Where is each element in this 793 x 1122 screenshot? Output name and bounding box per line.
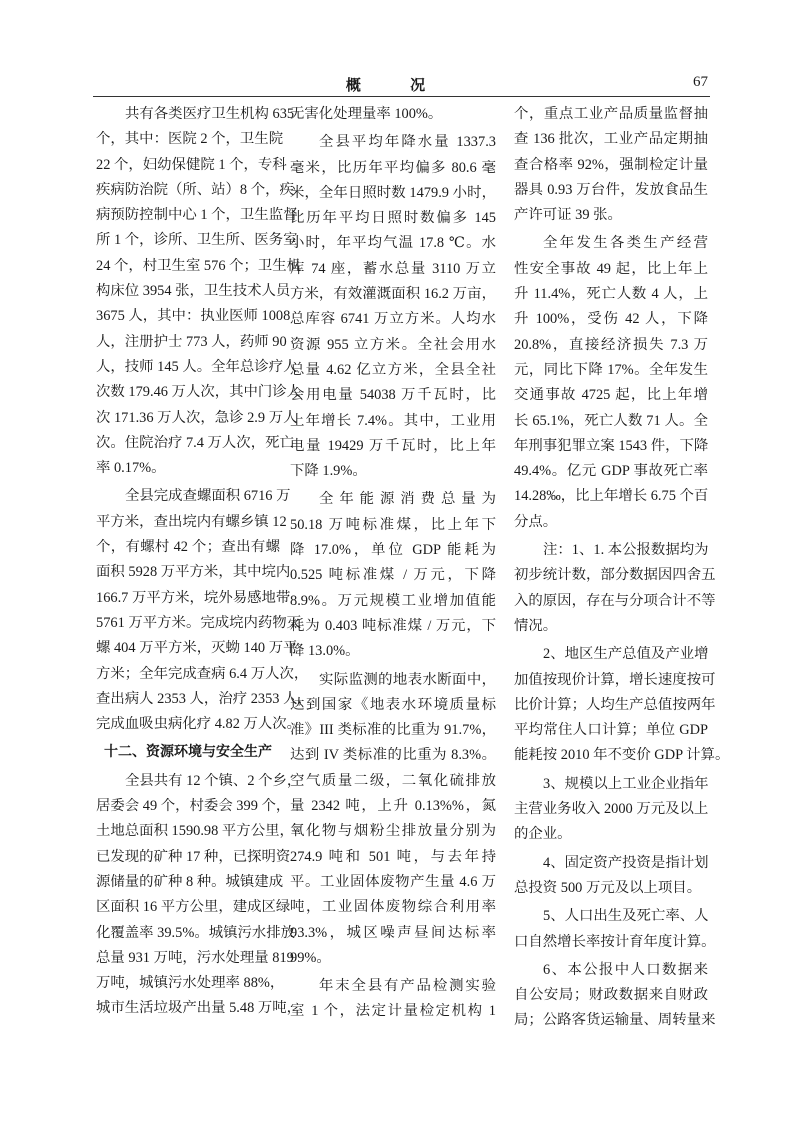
text-line: 6、本公报中人口数据来	[543, 961, 708, 978]
text-line: 源储量的矿种 8 种。城镇建成	[96, 873, 284, 890]
text-line: 共有各类医疗卫生机构 635	[125, 106, 295, 122]
paragraph	[96, 102, 302, 481]
paragraph	[514, 851, 708, 902]
text-line: 元，同比下降 17%。全年发生	[514, 361, 708, 378]
text-line: 个，重点工业产品质量监督抽	[514, 106, 708, 122]
text-line: 土地总面积 1590.98 平方公里，	[96, 823, 294, 840]
text-line: 平。工业固体废物产生量 4.6 万	[290, 873, 496, 890]
text-line: 无害化处理量率 100%。	[290, 106, 443, 122]
text-line: 上年增长 7.4%。其中，工业用	[290, 412, 496, 429]
paragraph	[514, 538, 716, 639]
text-line: 个，其中：医院 2 个，卫生院	[96, 131, 284, 148]
text-line: 能耗按 2010 年不变价 GDP 计算。	[514, 747, 730, 764]
header-rule	[93, 96, 710, 97]
text-line: 5761 万平方米。完成垸内药物灭	[96, 614, 302, 631]
text-line: 比价计算；人均生产总值按两年	[514, 696, 716, 713]
text-line: 口自然增长率按计育年度计算。	[514, 933, 716, 950]
text-line: 升 11.4%，死亡人数 4 人，上	[514, 286, 708, 303]
text-line: 人，注册护士 773 人，药师 90	[96, 333, 287, 350]
text-line: 总量 4.62 亿立方米，全县全社	[290, 361, 496, 378]
text-line: 8.9%。万元规模工业增加值能	[290, 592, 496, 609]
text-column-1	[96, 102, 312, 1022]
text-line: 降 17.0%，单位 GDP 能耗为	[290, 542, 496, 559]
text-line: 米，全年日照时数 1479.9 小时，	[290, 184, 496, 201]
text-line: 十二、资源环境与安全生产	[104, 744, 272, 761]
text-line: 注：1、1. 本公报数据均为	[543, 542, 709, 559]
text-line: 耗为 0.403 吨标准煤 / 万元，下	[290, 617, 496, 634]
text-line: 化覆盖率 39.5%。城镇污水排放	[96, 924, 296, 941]
text-line: 3675 人，其中：执业医师 1008	[96, 308, 291, 325]
text-line: 面积 5928 万平方米，其中垸内	[96, 564, 291, 581]
text-line: 下降 1.9%。	[290, 463, 367, 480]
text-line: 全县平均年降水量 1337.3	[319, 134, 496, 151]
text-line: 升 100%，受伤 42 人，下降	[514, 311, 708, 328]
paragraph	[514, 772, 708, 848]
text-line: 万吨，城镇污水处理率 88%，	[96, 975, 285, 992]
text-line: 方米，有效灌溉面积 16.2 万亩，	[290, 286, 496, 303]
text-line: 主营业务收入 2000 万元及以上	[514, 801, 709, 818]
text-line: 年末全县有产品检测实验	[319, 978, 496, 995]
text-line: 区面积 16 平方公里，建成区绿	[96, 899, 291, 916]
section-heading	[96, 740, 280, 765]
text-column-3	[514, 102, 730, 1034]
text-line: 率 0.17%。	[96, 460, 166, 477]
text-line: 个，有螺村 42 个；查出有螺	[96, 539, 280, 556]
text-line: 14.28‰，比上年增长 6.75 个百	[514, 488, 709, 505]
text-line: 22 个，妇幼保健院 1 个，专科	[96, 156, 287, 173]
paragraph	[514, 102, 708, 228]
paragraph	[290, 668, 496, 972]
text-line: 疾病防治院（所、站）8 个，疾	[96, 181, 294, 198]
text-line: 查出病人 2353 人，治疗 2353 人，	[96, 690, 312, 707]
text-line: 会用电量 54038 万千瓦时，比	[290, 387, 496, 404]
text-line: 已发现的矿种 17 种，已探明资	[96, 848, 291, 865]
text-line: 年刑事犯罪立案 1543 件，下降	[514, 437, 709, 454]
text-line: 降 13.0%。	[290, 643, 360, 660]
text-line: 电量 19429 万千瓦时，比上年	[290, 437, 496, 454]
text-line: 初步统计数，部分数据因四舍五	[514, 567, 716, 584]
paragraph	[514, 642, 730, 768]
text-line: 长 65.1%，死亡人数 71 人。全	[514, 412, 708, 429]
text-line: 总库容 6741 万立方米。人均水	[290, 311, 496, 328]
text-line: 性安全事故 49 起，比上年上	[514, 260, 708, 277]
paragraph	[96, 769, 302, 1022]
text-line: 24 个，村卫生室 576 个；卫生机	[96, 257, 302, 274]
text-line: 交通事故 4725 起，比上年增	[514, 387, 708, 404]
text-line: 49.4%。亿元 GDP 事故死亡率	[514, 463, 708, 480]
text-line: 比历年平均日照时数偏多 145	[290, 210, 496, 227]
text-line: 平均常住人口计算；单位 GDP	[514, 722, 708, 739]
paragraph	[290, 974, 496, 1025]
text-line: 准》III 类标准的比重为 91.7%，	[290, 722, 496, 739]
text-line: 查合格率 92%，强制检定计量	[514, 156, 708, 173]
text-line: 构床位 3954 张，卫生技术人员	[96, 283, 291, 300]
text-line: 次。住院治疗 7.4 万人次，死亡	[96, 434, 294, 451]
text-line: 量 2342 吨，上升 0.13%%，氮	[290, 798, 496, 815]
text-line: 0.525 吨标准煤 / 万元，下降	[290, 567, 496, 584]
text-line: 达到国家《地表水环境质量标	[290, 696, 496, 713]
paragraph	[514, 958, 716, 1034]
text-line: 166.7 万平方米，垸外易感地带	[96, 589, 291, 606]
text-line: 螺 404 万平方米，灭蚴 140 万平	[96, 640, 298, 657]
paragraph	[290, 487, 496, 664]
text-line: 方米；全年完成查病 6.4 万人次，	[96, 665, 309, 682]
text-line: 吨，工业固体废物综合利用率	[290, 899, 496, 916]
paragraph	[290, 102, 496, 127]
running-header-title: 概 况	[345, 76, 448, 94]
text-line: 分点。	[514, 513, 558, 530]
text-line: 次数 179.46 万人次，其中门诊人	[96, 384, 302, 401]
text-line: 全县完成查螺面积 6716 万	[125, 488, 291, 505]
text-line: 达到 IV 类标准的比重为 8.3%。	[290, 747, 496, 764]
text-line: 加值按现价计算，增长速度按可	[514, 671, 716, 688]
text-line: 4、固定资产投资是指计划	[543, 854, 709, 871]
paragraph	[514, 904, 716, 955]
text-line: 3、规模以上工业企业指年	[543, 775, 709, 792]
text-line: 情况。	[514, 617, 558, 634]
text-line: 产许可证 39 张。	[514, 207, 622, 224]
text-line: 全年发生各类生产经营	[543, 235, 708, 252]
text-line: 全年能源消费总量为	[319, 491, 496, 508]
text-line: 99%。	[290, 949, 331, 966]
text-line: 城市生活垃圾产出量 5.48 万吨，	[96, 1000, 302, 1017]
text-line: 274.9 吨和 501 吨，与去年持	[290, 848, 496, 865]
text-line: 次 171.36 万人次，急诊 2.9 万人	[96, 409, 298, 426]
text-line: 资源 955 立方米。全社会用水	[290, 336, 496, 353]
text-line: 平方米，查出垸内有螺乡镇 12	[96, 513, 287, 530]
text-line: 人，技师 145 人。全年总诊疗人	[96, 358, 298, 375]
text-line: 器具 0.93 万台件，发放食品生	[514, 181, 708, 198]
text-line: 的企业。	[514, 826, 572, 843]
text-line: 93.3%，城区噪声昼间达标率	[290, 924, 496, 941]
text-line: 室 1 个，法定计量检定机构 1	[290, 1003, 496, 1020]
paragraph	[514, 231, 708, 535]
text-line: 5、人口出生及死亡率、人	[543, 908, 709, 925]
text-line: 居委会 49 个，村委会 399 个，	[96, 798, 291, 815]
text-line: 总投资 500 万元及以上项目。	[514, 879, 702, 896]
text-line: 空气质量二级，二氧化硫排放	[290, 772, 496, 789]
text-line: 20.8%，直接经济损失 7.3 万	[514, 336, 708, 353]
text-line: 入的原因，存在与分项合计不等	[514, 592, 716, 609]
text-line: 毫米，比历年平均偏多 80.6 毫	[290, 159, 496, 176]
text-line: 小时，年平均气温 17.8 ℃。水	[290, 235, 496, 252]
text-column-2	[290, 102, 496, 1025]
text-line: 总量 931 万吨，污水处理量 819	[96, 949, 294, 966]
page-number: 67	[693, 74, 708, 90]
text-line: 2、地区生产总值及产业增	[543, 646, 709, 663]
paragraph	[290, 130, 496, 484]
text-line: 实际监测的地表水断面中，	[319, 671, 496, 688]
text-line: 完成血吸虫病化疗 4.82 万人次。	[96, 716, 302, 733]
text-line: 全县共有 12 个镇、2 个乡，	[125, 772, 302, 789]
paragraph	[96, 484, 312, 737]
text-line: 所 1 个，诊所、卫生所、医务室	[96, 232, 298, 249]
text-line: 库 74 座，蓄水总量 3110 万立	[290, 260, 496, 277]
text-line: 50.18 万吨标准煤，比上年下	[290, 516, 496, 533]
text-line: 局；公路客货运输量、周转量来	[514, 1012, 716, 1029]
text-line: 氧化物与烟粉尘排放量分别为	[290, 823, 496, 840]
text-line: 自公安局；财政数据来自财政	[514, 987, 708, 1004]
text-line: 病预防控制中心 1 个，卫生监督	[96, 207, 298, 224]
text-line: 查 136 批次，工业产品定期抽	[514, 131, 708, 148]
